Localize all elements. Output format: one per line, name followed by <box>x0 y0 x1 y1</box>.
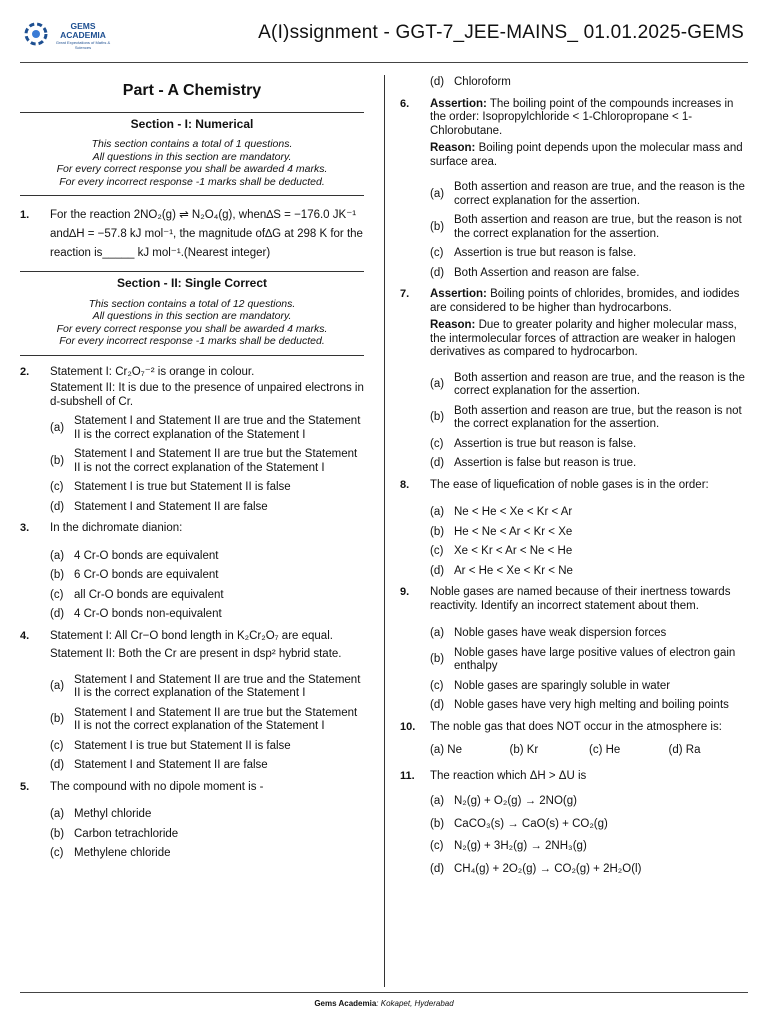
question-8: 8. The ease of liquefication of noble gases is in the order: <box>400 478 709 491</box>
q4-option-d[interactable]: (d) Statement I and Statement II are false <box>50 759 268 771</box>
question-5: 5. The compound with no dipole moment is - <box>20 780 264 793</box>
q7-option-a[interactable]: (a) Both assertion and reason are true, and the reason is the correct explanation for the assertion. <box>430 371 745 397</box>
q2-option-a[interactable]: (a) Statement I and Statement II are true and the Statement II is the correct explanation of the Statement I <box>50 415 361 441</box>
q3-option-c[interactable]: (c) all Cr-O bonds are equivalent <box>50 588 224 601</box>
q5-option-c[interactable]: (c) Methylene chloride <box>50 847 171 859</box>
column-divider <box>384 75 385 987</box>
q6-option-b[interactable]: (b) Both assertion and reason are true, but the reason is not the correct explanation for the assertion. <box>430 214 742 240</box>
q9-option-a[interactable]: (a) Noble gases have weak dispersion forces <box>430 627 667 639</box>
q8-option-a[interactable]: (a) Ne < He < Xe < Kr < Ar <box>430 506 573 518</box>
question-6: 6. Assertion: The boiling point of the compounds increases in the order: Isopropylchloride < 1-Chloropropane < 1-Chlorobutane. Reason: Boiling point depends upon the molecular mass and surface area. <box>400 97 743 168</box>
q2-option-b[interactable]: (b) Statement I and Statement II are true but the Statement II is not the correct explanation of the Statement I <box>50 448 358 474</box>
q10-option-a[interactable]: (a) Ne <box>430 744 462 756</box>
q10-option-c[interactable]: (c) He <box>589 744 621 756</box>
q11-option-b[interactable]: (b) CaCO₃(s) → CaO(s) + CO₂(g) <box>430 817 608 830</box>
q11-option-a[interactable]: (a) N₂(g) + O₂(g) → 2NO(g) <box>430 795 577 807</box>
question-9: 9. Noble gases are named because of their inertness towards reactivity. Identify an incorrect statement about them. <box>400 586 731 612</box>
q9-option-c[interactable]: (c) Noble gases are sparingly soluble in water <box>430 679 671 692</box>
part-title: Part - A Chemistry <box>122 82 262 99</box>
section-1-info: This section contains a total of 1 questions. All questions in this section are mandatory. For every correct response you shall be awarded 4 marks. For every incorrect response -1 marks shall be deducted. <box>56 138 328 188</box>
header-divider <box>20 62 748 63</box>
left-column <box>20 78 364 861</box>
q4-option-c[interactable]: (c) Statement I is true but Statement II is false <box>50 739 291 752</box>
q4-option-a[interactable]: (a) Statement I and Statement II are true and the Statement II is the correct explanation of the Statement I <box>50 673 361 699</box>
q6-option-d[interactable]: (d) Both Assertion and reason are false. <box>430 266 640 279</box>
q9-option-b[interactable]: (b) Noble gases have large positive values of electron gain enthalpy <box>430 646 736 672</box>
q7-option-c[interactable]: (c) Assertion is true but reason is false. <box>430 437 637 450</box>
q5-option-a[interactable]: (a) Methyl chloride <box>50 808 152 820</box>
question-3: 3. In the dichromate dianion: <box>20 522 183 534</box>
q2-option-d[interactable]: (d) Statement I and Statement II are false <box>50 500 268 513</box>
q4-option-b[interactable]: (b) Statement I and Statement II are true but the Statement II is not the correct explanation of the Statement I <box>50 706 358 732</box>
q6-option-c[interactable]: (c) Assertion is true but reason is false. <box>430 247 637 259</box>
question-7: 7. Assertion: Boiling points of chlorides, bromides, and iodides are considered to be higher than hydrocarbons. Reason: Due to greater polarity and higher molecular mass, the intermolecular forces of attraction are weaker in halogen derivatives as compared to hydrocarbon. <box>400 288 740 358</box>
q8-option-d[interactable]: (d) Ar < He < Xe < Kr < Ne <box>430 564 573 577</box>
question-11: 11. The reaction which ΔH > ΔU is <box>400 769 587 782</box>
q10-options <box>400 744 748 758</box>
q10-option-d[interactable]: (d) Ra <box>668 744 701 756</box>
q8-option-b[interactable]: (b) He < Ne < Ar < Kr < Xe <box>430 525 573 538</box>
section-2-title: Section - II: Single Correct <box>116 276 268 290</box>
q3-option-d[interactable]: (d) 4 Cr-O bonds non-equivalent <box>50 608 222 620</box>
page-header <box>0 0 768 58</box>
logo-swirl-icon <box>22 20 52 48</box>
question-4: 4. Statement I: All Cr−O bond length in K₂Cr₂O₇ are equal. Statement II: Both the Cr are present in dsp² hybrid state. <box>20 629 342 660</box>
q5-option-d[interactable]: (d) Chloroform <box>430 76 511 88</box>
section-2-info: This section contains a total of 12 questions. All questions in this section are mandatory. For every correct response you shall be awarded 4 marks. For every incorrect response -1 marks shall be deducted. <box>56 297 328 347</box>
q7-option-b[interactable]: (b) Both assertion and reason are true, but the reason is not the correct explanation for the assertion. <box>430 404 742 430</box>
q5-option-b[interactable]: (b) Carbon tetrachloride <box>50 827 179 840</box>
q9-option-d[interactable]: (d) Noble gases have very high melting and boiling points <box>430 699 729 711</box>
q2-option-c[interactable]: (c) Statement I is true but Statement II is false <box>50 481 291 493</box>
gems-academia-logo: GEMS ACADEMIA Great Expectations of Maths & Sciences <box>22 20 112 50</box>
right-column <box>400 76 748 876</box>
section-1-title: Section - I: Numerical <box>130 116 254 131</box>
q11-option-c[interactable]: (c) N₂(g) + 3H₂(g) → 2NH₃(g) <box>430 840 587 852</box>
q8-option-c[interactable]: (c) Xe < Kr < Ar < Ne < He <box>430 545 573 557</box>
q3-option-b[interactable]: (b) 6 Cr-O bonds are equivalent <box>50 569 219 581</box>
q7-option-d[interactable]: (d) Assertion is false but reason is true. <box>430 457 637 469</box>
q3-option-a[interactable]: (a) 4 Cr-O bonds are equivalent <box>50 549 219 562</box>
document-title: A(I)ssignment - GGT-7_JEE-MAINS_ 01.01.2025-GEMS <box>258 22 744 43</box>
q10-option-b[interactable]: (b) Kr <box>509 744 539 756</box>
footer-divider <box>20 992 748 993</box>
q6-option-a[interactable]: (a) Both assertion and reason are true, and the reason is the correct explanation for the assertion. <box>430 181 745 207</box>
question-2: 2. Statement I: Cr₂O₇⁻² is orange in colour. Statement II: It is due to the presence of unpaired electrons in d-subshell of Cr. <box>20 365 364 408</box>
question-1: 1. For the reaction 2NO₂(g) ⇌ N₂O₄(g), when∆S = −176.0 JK⁻¹ and∆H = −57.8 kJ mol⁻¹, the magnitude of∆G at 298 K for the reaction is_____ kJ mol⁻¹.(Nearest integer) <box>20 209 363 259</box>
q11-option-d[interactable]: (d) CH₄(g) + 2O₂(g) → CO₂(g) + 2H₂O(l) <box>430 862 642 875</box>
page-footer: Gems Academia: Kokapet, Hyderabad <box>314 999 454 1008</box>
question-10: 10. The noble gas that does NOT occur in the atmosphere is: <box>400 720 722 733</box>
